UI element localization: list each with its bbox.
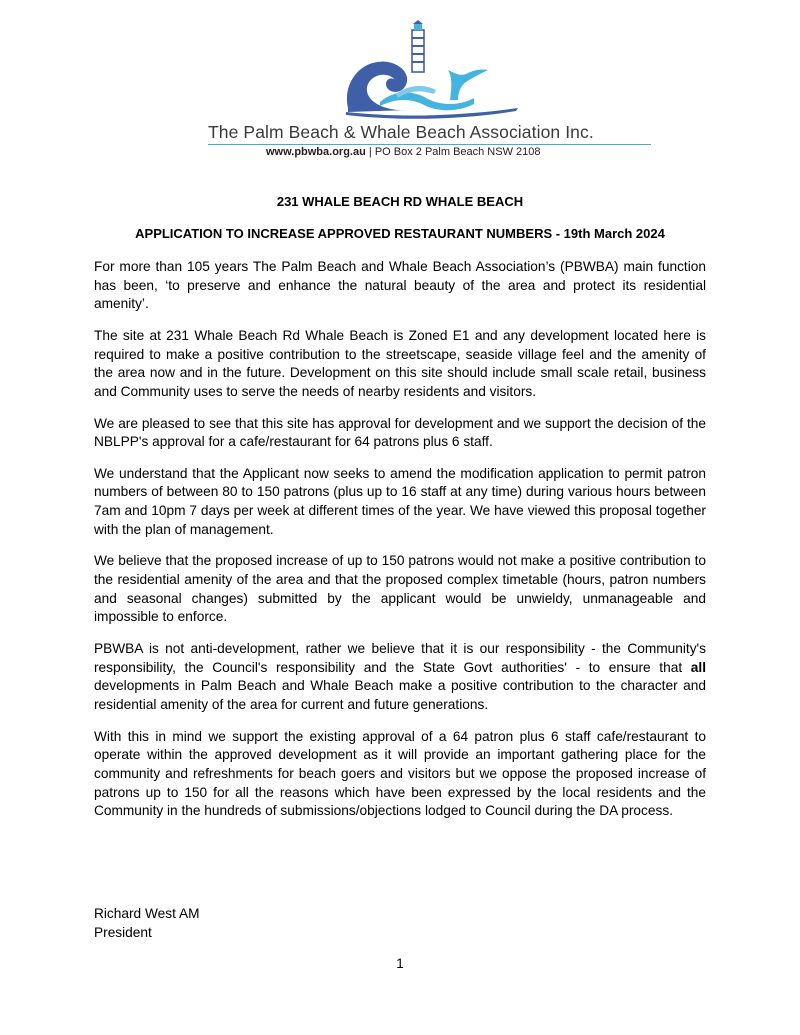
contact-separator: |	[368, 146, 372, 158]
paragraph-text: PBWBA is not anti-development, rather we believe that it is our responsibility - the Community's responsibility, the Council's responsibility and the State Govt authorities' - to ensure that	[94, 640, 706, 675]
signature-block	[94, 904, 199, 942]
paragraph: We are pleased to see that this site has approval for development and we support the decision of the NBLPP's approval for a cafe/restaurant for 64 patrons plus 6 staff.	[94, 415, 706, 450]
paragraph: For more than 105 years The Palm Beach and Whale Beach Association’s (PBWBA) main function has been, ‘to preserve and enhance the natural beauty of the area and protect its residential amenity’.	[94, 259, 706, 312]
website-link[interactable]: www.pbwba.org.au	[266, 146, 366, 158]
wave-icon	[347, 62, 410, 112]
paragraph: The site at 231 Whale Beach Rd Whale Beach is Zoned E1 and any development located here is required to make a positive contribution to the streetscape, seaside village feel and the amenity of the area now and in the future. Development on this site should include small scale retail, business and Community uses to serve the needs of nearby residents and visitors.	[94, 327, 706, 400]
letterhead-divider	[208, 144, 651, 145]
paragraph	[94, 640, 706, 715]
paragraph-text: developments in Palm Beach and Whale Beach make a positive contribution to the character and residential amenity of the area for current and future generations.	[94, 678, 706, 713]
po-box: PO Box 2 Palm Beach NSW 2108	[374, 146, 541, 158]
address-heading: 231 WHALE BEACH RD WHALE BEACH	[276, 194, 524, 209]
organization-contact	[266, 146, 541, 158]
association-logo	[340, 20, 530, 120]
whale-tail-icon	[448, 69, 488, 100]
signatory-role: President	[94, 925, 152, 940]
signatory-name: Richard West AM	[94, 906, 200, 921]
letter-body	[94, 258, 706, 834]
paragraph: We understand that the Applicant now seeks to amend the modification application to permit patron numbers of between 80 to 150 patrons (plus up to 16 staff at any time) during various hours between 7am and 10pm 7 days per week at different times of the year. We have viewed this proposal together with the plan of management.	[94, 465, 706, 537]
emphasis-text: all	[690, 659, 706, 675]
organization-name: The Palm Beach & Whale Beach Association Inc.	[208, 122, 594, 142]
page-number: 1	[396, 956, 404, 971]
paragraph: With this in mind we support the existing approval of a 64 patron plus 6 staff cafe/restaurant to operate within the approved development as it will provide an important gathering place for the community and refreshments for beach goers and visitors but we oppose the proposed increase of patrons up to 150 for all the reasons which have been expressed by the local residents and the Community in the hundreds of submissions/objections lodged to Council during the DA process.	[94, 728, 706, 819]
lighthouse-icon	[412, 20, 424, 72]
paragraph: We believe that the proposed increase of up to 150 patrons would not make a positive contribution to the residential amenity of the area and that the proposed complex timetable (hours, patron numbers and seasonal changes) submitted by the applicant would be unwieldy, unmanageable and impossible to enforce.	[94, 553, 706, 625]
document-title: APPLICATION TO INCREASE APPROVED RESTAURANT NUMBERS - 19th March 2024	[135, 226, 665, 241]
